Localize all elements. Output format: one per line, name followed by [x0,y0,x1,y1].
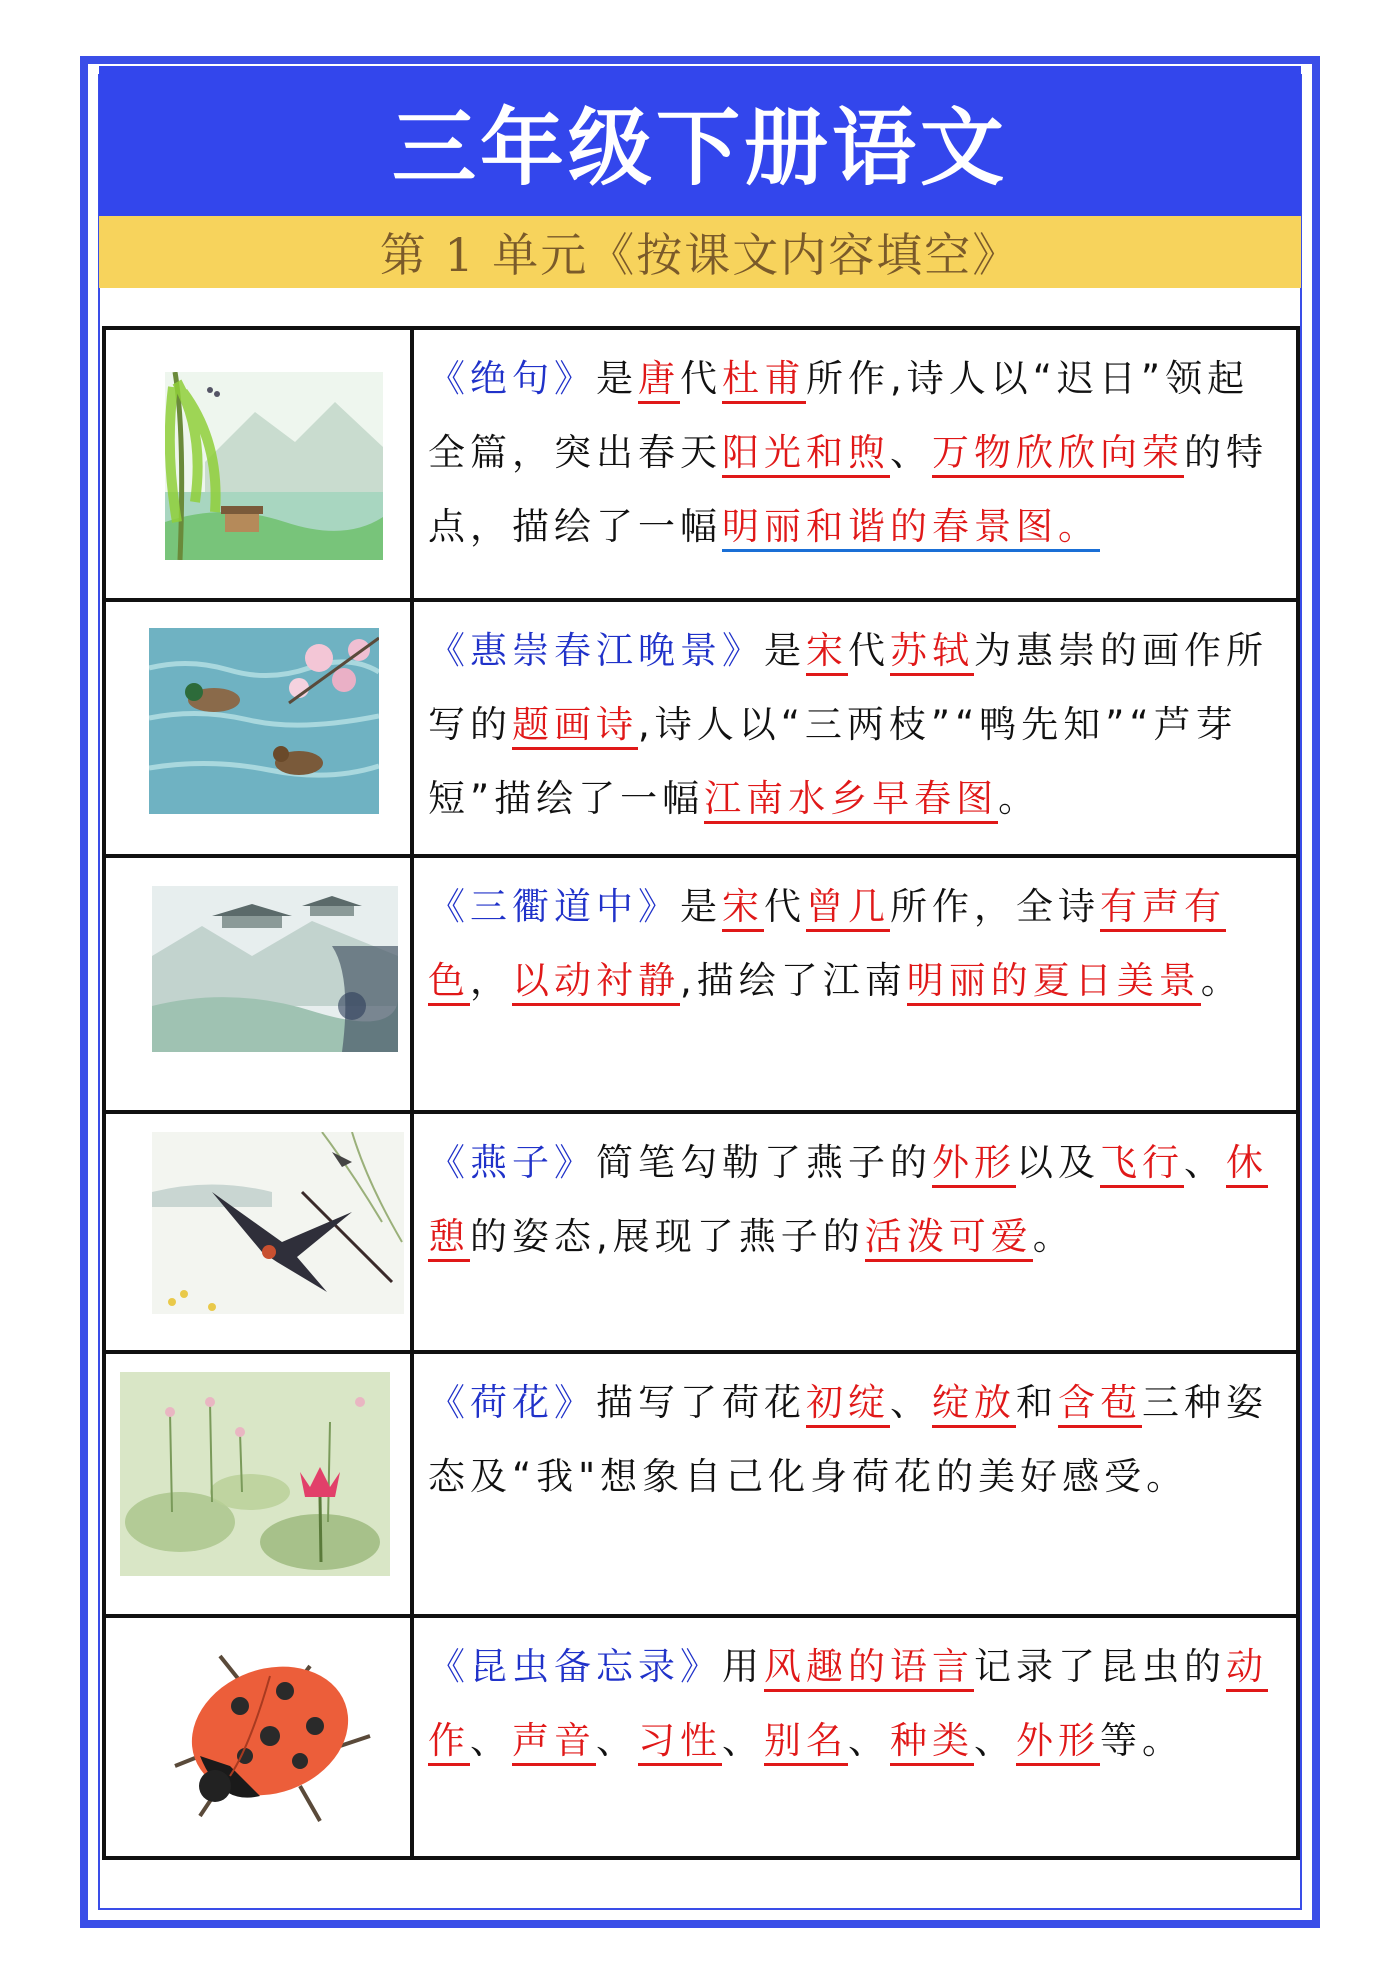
text-span: 、 [848,1719,890,1762]
answer-span: 别名 [764,1719,848,1766]
image-cell [104,1616,412,1858]
text-span: ,诗人以“三两枝”“鸭先知”“芦芽短”描绘了一幅 [428,703,1238,820]
text-cell [412,1352,1298,1616]
answer-span: 题画诗 [512,703,638,750]
swallow-image [152,1132,404,1314]
text-span: 用 [722,1645,764,1688]
table-row [104,1616,1298,1858]
answer-span: 万物欣欣向荣 [932,431,1184,478]
page-subtitle: 第 1 单元《按课文内容填空》 [99,216,1301,288]
text-span: 、 [722,1719,764,1762]
row-text-5 [428,1366,1282,1514]
answer-span: 曾几 [806,885,890,932]
page-title: 三年级下册语文 [99,66,1301,216]
answer-span: 动作 [428,1645,1268,1766]
title-span: 《昆虫备忘录》 [428,1645,722,1688]
misty-mountain-image [152,886,398,1052]
answer-span: 宋 [806,629,848,676]
answer-span: 有声有色 [428,885,1226,1006]
row-text-4 [428,1126,1282,1274]
text-span: 、 [890,1381,932,1424]
answer-span: 初绽 [806,1381,890,1428]
text-span: 、 [974,1719,1016,1762]
text-span: 、 [596,1719,638,1762]
text-span: 代 [764,885,806,928]
image-cell [104,856,412,1112]
answer-span: 江南水乡早春图 [704,777,998,824]
text-span: 和 [1016,1381,1058,1424]
text-span: 以及 [1016,1141,1100,1184]
row-text-3 [428,870,1282,1018]
text-span: 的姿态,展现了燕子的 [470,1215,865,1258]
answer-span: 活泼可爱 [865,1215,1033,1262]
image-cell [104,328,412,600]
text-span: 为惠崇的画作所写的 [428,629,1268,746]
lotus-image [120,1372,390,1576]
text-span: ， [470,959,512,1002]
text-span: 简笔勾勒了燕子的 [596,1141,932,1184]
text-span: 的特点，描绘了一幅 [428,431,1268,548]
answer-span: 飞行 [1100,1141,1184,1188]
text-span: 所作,诗人以“迟日”领起全篇，突出春天 [428,357,1250,474]
answer-span: 绽放 [932,1381,1016,1428]
text-span: 。 [1032,1215,1075,1258]
answer-span: 休憩 [428,1141,1268,1262]
title-span: 《惠崇春江晚景》 [428,629,764,672]
table-row [104,328,1298,600]
answer-span: 苏轼 [890,629,974,676]
table-row [104,1352,1298,1616]
answer-span: 种类 [890,1719,974,1766]
text-span: 。 [998,777,1041,820]
text-span: 、 [470,1719,512,1762]
willow-landscape-image [165,372,383,560]
text-span: 是 [680,885,722,928]
answer-span: 外形 [932,1141,1016,1188]
text-span: 等。 [1100,1719,1184,1762]
text-span: 代 [848,629,890,672]
table-row [104,600,1298,856]
text-cell [412,1616,1298,1858]
answer-span: 外形 [1016,1719,1100,1766]
text-span: 描写了荷花 [596,1381,806,1424]
text-cell [412,328,1298,600]
text-cell [412,600,1298,856]
text-span: 记录了昆虫的 [974,1645,1226,1688]
answer-span: 阳光和煦 [722,431,890,478]
text-span: 、 [890,431,932,474]
row-text-2 [428,614,1282,836]
ladybug-image [160,1636,390,1828]
image-cell [104,1112,412,1352]
table-row [104,1112,1298,1352]
text-cell [412,856,1298,1112]
answer-span: 唐 [638,357,680,404]
text-span: 。 [1200,959,1243,1002]
image-cell [104,1352,412,1616]
text-span: 所作，全诗 [890,885,1100,928]
row-text-1 [428,342,1282,564]
text-cell [412,1112,1298,1352]
title-span: 《荷花》 [428,1381,596,1424]
row-text-6 [428,1630,1282,1778]
answer-span: 杜甫 [722,357,806,404]
text-span: 代 [680,357,722,400]
fill-in-table [102,326,1300,1860]
table-row [104,856,1298,1112]
answer-span: 习性 [638,1719,722,1766]
text-span: 是 [596,357,638,400]
text-span: ,描绘了江南 [680,959,907,1002]
answer-span: 含苞 [1058,1381,1142,1428]
text-span: 是 [764,629,806,672]
answer-span: 声音 [512,1719,596,1766]
ducks-blossom-image [149,628,379,814]
title-span: 《三衢道中》 [428,885,680,928]
title-span: 《燕子》 [428,1141,596,1184]
answer-span: 明丽和谐的春景图。 [722,505,1100,552]
answer-span: 以动衬静 [512,959,680,1006]
title-span: 《绝句》 [428,357,596,400]
answer-span: 宋 [722,885,764,932]
answer-span: 风趣的语言 [764,1645,974,1692]
image-cell [104,600,412,856]
text-span: 、 [1184,1141,1226,1184]
answer-span: 明丽的夏日美景 [907,959,1201,1006]
text-span: 三种姿态及“我"想象自己化身荷花的美好感受。 [428,1381,1268,1498]
